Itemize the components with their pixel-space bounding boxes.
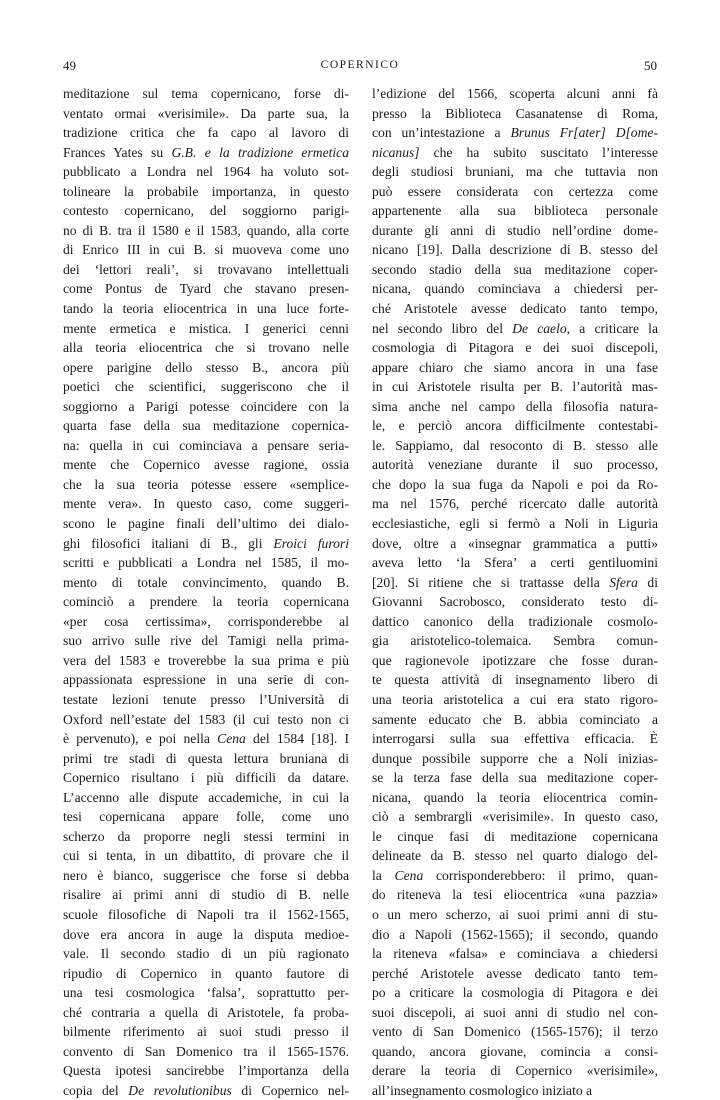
text-line: contesto copernicano, del soggiorno parigi- bbox=[63, 203, 349, 219]
text-line: «per cosa certissima», corrisponderebbe al bbox=[63, 613, 349, 629]
text-line: cominciò a prendere la teoria copernicana bbox=[63, 594, 349, 610]
text-line: scritti e pubblicati a Londra nel 1585, il mo- bbox=[63, 555, 349, 571]
text-line: ventato ormai «verisimile». Da parte sua, la bbox=[63, 105, 349, 121]
text-line: una teoria aristotelica a cui era stato rigoro- bbox=[372, 691, 658, 707]
text-line: derare la teoria di Copernico «verisimile», bbox=[372, 1063, 658, 1079]
text-line: una tesi cosmologica ‘falsa’, soprattutto per- bbox=[63, 985, 349, 1001]
text-line: risalire ai primi anni di studio di B. nelle bbox=[63, 887, 349, 903]
text-line: dove, oltre a «insegnar grammatica a putti» bbox=[372, 535, 658, 551]
text-line: presso la Biblioteca Casanatense di Roma, bbox=[372, 105, 658, 121]
text-line: bilmente riferimento ai suoi studi presso il bbox=[63, 1024, 349, 1040]
text-line: no di B. tra il 1580 e il 1583, quando, alla corte bbox=[63, 222, 349, 238]
text-line: autorità veneziane durante il suo processo, bbox=[372, 457, 658, 473]
text-line: nicana, quando la teoria eliocentrica comin- bbox=[372, 789, 658, 805]
text-line: la riteneva «falsa» e cominciava a chiedersi bbox=[372, 946, 658, 962]
text-line: quando, ancora giovane, comincia a consi- bbox=[372, 1043, 658, 1059]
text-line: ché contraria a quella di Aristotele, fa proba- bbox=[63, 1004, 349, 1020]
text-line: nicana, quando cominciava a chiedersi per- bbox=[372, 281, 658, 297]
text-line: te questa attività di insegnamento libero di bbox=[372, 672, 658, 688]
text-line: durante gli anni di studio nell’ordine dome- bbox=[372, 222, 658, 238]
text-line: nicanus] che ha subito suscitato l’interesse bbox=[372, 144, 658, 160]
text-line: le, e perciò ancora difficilmente contestabi- bbox=[372, 418, 658, 434]
text-line: vale. Il secondo stadio di un più ragionato bbox=[63, 946, 349, 962]
text-line: Oxford nell’estate del 1583 (il cui testo non ci bbox=[63, 711, 349, 727]
text-line: nel secondo libro del De caelo, a criticare la bbox=[372, 320, 658, 336]
text-line: degli studiosi bruniani, ma che tuttavia non bbox=[372, 164, 658, 180]
text-line: scono le pagine finali dell’ultimo dei dialo- bbox=[63, 516, 349, 532]
text-line: do riteneva la tesi eliocentrica «una pazzia» bbox=[372, 887, 658, 903]
text-line: secondo stadio della sua meditazione coper- bbox=[372, 261, 658, 277]
text-line: appassionata espressione in una serie di con- bbox=[63, 672, 349, 688]
italic-text: nicanus] bbox=[372, 144, 420, 160]
running-header bbox=[63, 58, 657, 78]
text-line: alla teoria eliocentrica che si trovano nelle bbox=[63, 340, 349, 356]
italic-text: Brunus Fr[ater] D[ome- bbox=[510, 125, 658, 141]
text-line: cosmologia di Pitagora e dei suoi discepoli, bbox=[372, 340, 658, 356]
text-line: Frances Yates su G.B. e la tradizione ermetica bbox=[63, 144, 349, 160]
text-line: samente educato che B. abbia cominciato a bbox=[372, 711, 658, 727]
text-line: o un mero scherzo, ai suoi primi anni di stu- bbox=[372, 906, 658, 922]
text-line: suoi discepoli, ai suoi anni di studio nel con- bbox=[372, 1004, 658, 1020]
text-line: primi tre stadi di questa lettura bruniana di bbox=[63, 750, 349, 766]
text-line: scherzo da proporre negli stessi termini in bbox=[63, 828, 349, 844]
text-line: dei ‘lettori reali’, si trovavano intellettuali bbox=[63, 261, 349, 277]
text-line: soggiorno a Parigi potesse coincidere con la bbox=[63, 398, 349, 414]
text-line: meditazione sul tema copernicano, forse di- bbox=[63, 86, 349, 101]
text-line: suo arrivo sulle rive del Tamigi nella prima- bbox=[63, 633, 349, 649]
text-line: pubblicato a Londra nel 1964 ha voluto sot- bbox=[63, 164, 349, 180]
text-line: ma nel 1576, perché ricercato dalle autorità bbox=[372, 496, 658, 512]
text-line: testate lezioni tenute presso l’Università di bbox=[63, 691, 349, 707]
text-line: mente ermetica e mistica. I generici cenni bbox=[63, 320, 349, 336]
text-line: scuole filosofiche di Napoli tra il 1562-1565, bbox=[63, 906, 349, 922]
text-line: L’accenno alle dispute accademiche, in cui la bbox=[63, 789, 349, 805]
text-line: appare chiaro che siamo ancora in una fase bbox=[372, 359, 658, 375]
text-line: vera del 1583 e troverebbe la sua prima e più bbox=[63, 652, 349, 668]
text-line: ripudio di Copernico in quanto fautore di bbox=[63, 965, 349, 981]
page-number-left: 49 bbox=[63, 58, 76, 73]
text-line: nicano [19]. Dalla descrizione di B. stesso del bbox=[372, 242, 658, 258]
text-line: sima anche nel campo della filosofia natura- bbox=[372, 398, 658, 414]
text-line: vento di San Domenico (1565-1576); il terzo bbox=[372, 1024, 658, 1040]
text-line: ché Aristotele avesse dedicato tanto tempo, bbox=[372, 301, 658, 317]
text-line: con un’intestazione a Brunus Fr[ater] D[ome- bbox=[372, 125, 658, 141]
text-column-right bbox=[372, 84, 658, 1100]
text-line: Copernico risultano i più difficili da datare. bbox=[63, 770, 349, 786]
text-line: la Cena corrisponderebbero: il primo, quan- bbox=[372, 867, 658, 883]
italic-text: G.B. e la tradizione ermetica bbox=[171, 144, 349, 160]
italic-text: Cena bbox=[217, 731, 246, 747]
text-line: tradizione critica che fa capo al lavoro di bbox=[63, 125, 349, 141]
text-line: le cinque fasi di meditazione copernicana bbox=[372, 828, 658, 844]
italic-text: De caelo bbox=[512, 320, 567, 336]
text-line: ciò a sembrargli «verisimile». In questo caso, bbox=[372, 809, 658, 825]
text-line: può essere considerata con certezza come bbox=[372, 183, 658, 199]
text-column-left bbox=[63, 84, 349, 1100]
text-line: ecclesiastiche, egli si fermò a Noli in Liguria bbox=[372, 516, 658, 532]
text-line: tesi copernicana appare folle, come uno bbox=[63, 809, 349, 825]
text-line: dunque possibile supporre che a Noli inizias- bbox=[372, 750, 658, 766]
text-line: copia del De revolutionibus di Copernico nel- bbox=[63, 1082, 349, 1098]
text-line: na: quella in cui cominciava a pensare seria- bbox=[63, 437, 349, 453]
text-line: ghi filosofici italiani di B., gli Eroici furori bbox=[63, 535, 349, 551]
italic-text: Cena bbox=[394, 867, 424, 883]
text-line: dio a Napoli (1562-1565); il secondo, quando bbox=[372, 926, 658, 942]
text-line: all’insegnamento cosmologico iniziato a bbox=[372, 1082, 593, 1098]
text-line: interrogarsi sulla sua effettiva efficacia. È bbox=[372, 731, 658, 747]
text-line: di Enrico III in cui B. si muoveva come uno bbox=[63, 242, 349, 258]
text-line: dove era ancora in auge la disputa medioe- bbox=[63, 926, 349, 942]
text-line: è pervenuto), e poi nella Cena del 1584 [18]. I bbox=[63, 731, 349, 747]
text-line: po a criticare la cosmologia di Pitagora e dei bbox=[372, 985, 658, 1001]
text-line: que ragionevole ipotizzare che fosse duran- bbox=[372, 652, 658, 668]
text-line: che la sua teoria potesse essere «semplice- bbox=[63, 476, 349, 492]
italic-text: Sfera bbox=[609, 574, 638, 590]
text-line: dattico canonico della tradizionale cosmolo- bbox=[372, 613, 658, 629]
text-line: [20]. Si ritiene che si trattasse della Sfera di bbox=[372, 574, 658, 590]
text-line: poetici che scientifici, suggeriscono che il bbox=[63, 379, 349, 395]
text-line: cui si tenta, in un dibattito, di provare che il bbox=[63, 848, 349, 864]
text-line: tolineare la probabile importanza, in questo bbox=[63, 183, 349, 199]
italic-text: De revolutionibus bbox=[128, 1082, 232, 1098]
text-line: quarta fase della sua meditazione copernica- bbox=[63, 418, 349, 434]
page-number-right: 50 bbox=[644, 58, 657, 73]
text-line: gia aristotelico-tolemaica. Sembra comun- bbox=[372, 633, 658, 649]
text-line: mento di totale convincimento, quando B. bbox=[63, 574, 349, 590]
text-line: tando la teoria eliocentrica in una luce forte- bbox=[63, 301, 349, 317]
text-line: Giovanni Sacrobosco, considerato testo di- bbox=[372, 594, 658, 610]
text-line: nero è bianco, suggerisce che forse si debba bbox=[63, 867, 349, 883]
text-line: Questa ipotesi sancirebbe l’importanza della bbox=[63, 1063, 349, 1079]
text-line: delineate da B. stesso nel quarto dialogo del- bbox=[372, 848, 658, 864]
running-head-title: COPERNICO bbox=[320, 59, 400, 71]
text-line: l’edizione del 1566, scoperta alcuni anni fà bbox=[372, 86, 658, 101]
text-line: perché Aristotele avesse dedicato tanto tem- bbox=[372, 965, 658, 981]
text-line: mente che Copernico avesse ragione, ossia bbox=[63, 457, 349, 473]
text-line: che dopo la sua fuga da Napoli e poi da Ro- bbox=[372, 476, 658, 492]
text-line: le. Sappiamo, dal resoconto di B. stesso alle bbox=[372, 437, 658, 453]
text-line: in cui Aristotele risulta per B. l’autorità mas- bbox=[372, 379, 658, 395]
text-line: come Pontus de Tyard che stavano presen- bbox=[63, 281, 349, 297]
text-line: convento di San Domenico tra il 1565-1576. bbox=[63, 1043, 349, 1059]
text-line: appartenente alla sua biblioteca personale bbox=[372, 203, 658, 219]
italic-text: Eroici furori bbox=[273, 535, 349, 551]
text-line: opere parigine dello stesso B., ancora più bbox=[63, 359, 349, 375]
text-line: aveva letto ‘la Sfera’ a certi gentiluomini bbox=[372, 555, 658, 571]
text-line: mente vera». In questo caso, come suggeri- bbox=[63, 496, 349, 512]
text-line: se la terza fase della sua meditazione coper- bbox=[372, 770, 658, 786]
